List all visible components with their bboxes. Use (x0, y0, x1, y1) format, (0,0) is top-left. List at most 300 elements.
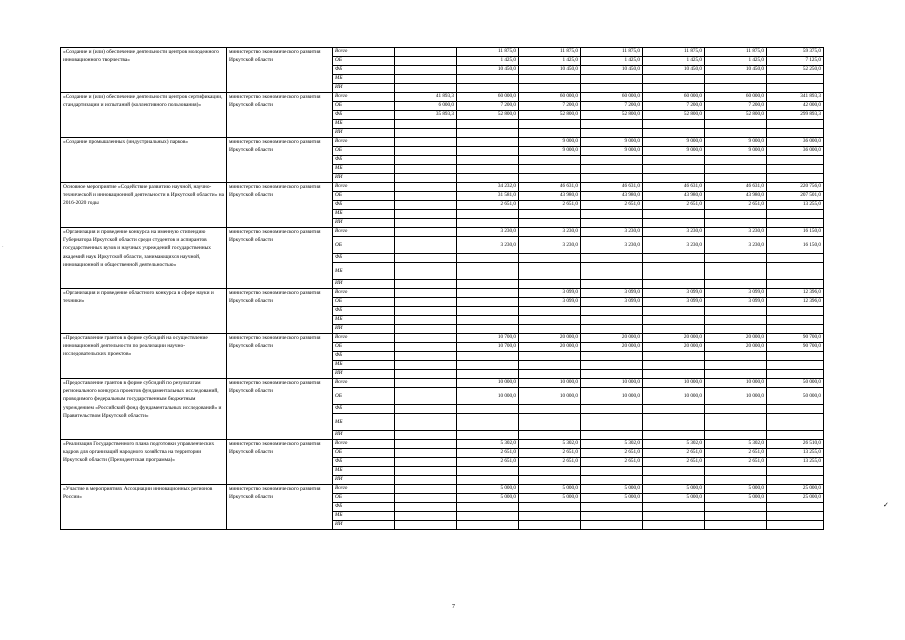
responsible-executor-cell: министерство экономического развития Иркутской области (227, 289, 333, 334)
year-amount-cell (581, 512, 643, 521)
year-amount-cell: 2 651,0 (457, 458, 519, 467)
funding-source-cell: ИИ (333, 325, 395, 334)
year-amount-cell (581, 325, 643, 334)
year-amount-cell: 10 000,0 (705, 379, 767, 388)
total-amount-cell (767, 370, 824, 379)
year-amount-cell: 35 893,3 (395, 111, 457, 120)
year-amount-cell (643, 307, 705, 316)
year-amount-cell: 2 651,0 (519, 449, 581, 458)
year-amount-cell: 5 302,0 (519, 440, 581, 449)
year-amount-cell (457, 325, 519, 334)
year-amount-cell (519, 174, 581, 183)
year-amount-cell (519, 467, 581, 476)
total-amount-cell (767, 280, 824, 289)
year-amount-cell (395, 449, 457, 458)
year-amount-cell: 10 450,0 (581, 66, 643, 75)
year-amount-cell (519, 405, 581, 414)
year-amount-cell (581, 254, 643, 263)
year-amount-cell (643, 316, 705, 325)
total-amount-cell (767, 165, 824, 174)
funding-source-cell: ИИ (333, 521, 395, 530)
year-amount-cell (581, 503, 643, 512)
year-amount-cell (519, 75, 581, 84)
year-amount-cell (457, 476, 519, 485)
funding-source-cell: ОБ (333, 449, 395, 458)
year-amount-cell: 34 232,0 (457, 183, 519, 192)
year-amount-cell: 20 000,0 (705, 334, 767, 343)
year-amount-cell (395, 174, 457, 183)
year-amount-cell (457, 503, 519, 512)
year-amount-cell (395, 120, 457, 129)
funding-source-cell: ФБ (333, 405, 395, 414)
activity-name-cell: «Участие в мероприятиях Ассоциации инновационных регионов России» (61, 485, 227, 530)
activity-name-cell: «Создание и (или) обеспечение деятельности центров сертификации, стандартизации и испытаний (коллективного пользования)» (61, 93, 227, 138)
total-amount-cell: 25 000,0 (767, 494, 824, 503)
year-amount-cell (581, 75, 643, 84)
funding-source-cell: ИИ (333, 174, 395, 183)
activity-name-cell: Основное мероприятие «Содействие развитию научной, научно-технической и инновационной деятельности в Иркутской области» на 2016-2020 годы (61, 183, 227, 228)
funding-source-cell: ОБ (333, 147, 395, 156)
funding-source-cell: ИИ (333, 431, 395, 440)
funding-source-cell: Всего (333, 379, 395, 388)
year-amount-cell (519, 414, 581, 431)
year-amount-cell: 10 000,0 (581, 388, 643, 405)
year-amount-cell (705, 476, 767, 485)
total-amount-cell: 12 396,0 (767, 298, 824, 307)
year-amount-cell (395, 467, 457, 476)
responsible-executor-cell: министерство экономического развития Иркутской области (227, 183, 333, 228)
funding-source-cell: ОБ (333, 57, 395, 66)
year-amount-cell: 52 800,0 (581, 111, 643, 120)
year-amount-cell: 9 000,0 (581, 147, 643, 156)
year-amount-cell (581, 263, 643, 280)
year-amount-cell: 20 000,0 (581, 343, 643, 352)
year-amount-cell: 20 000,0 (643, 334, 705, 343)
year-amount-cell (519, 263, 581, 280)
year-amount-cell (395, 388, 457, 405)
year-amount-cell (395, 147, 457, 156)
funding-source-cell: ОБ (333, 102, 395, 111)
year-amount-cell (643, 120, 705, 129)
year-amount-cell (581, 316, 643, 325)
funding-source-cell: ФБ (333, 156, 395, 165)
year-amount-cell (395, 280, 457, 289)
budget-table (60, 47, 824, 530)
year-amount-cell (519, 431, 581, 440)
year-amount-cell (457, 414, 519, 431)
total-amount-cell (767, 120, 824, 129)
responsible-executor-cell: министерство экономического развития Иркутской области (227, 228, 333, 289)
year-amount-cell (395, 379, 457, 388)
year-amount-cell (395, 440, 457, 449)
year-amount-cell: 5 000,0 (705, 485, 767, 494)
year-amount-cell (705, 325, 767, 334)
total-amount-cell: 36 000,0 (767, 138, 824, 147)
funding-source-cell: ОБ (333, 343, 395, 352)
year-amount-cell: 5 000,0 (519, 485, 581, 494)
year-amount-cell (457, 280, 519, 289)
year-amount-cell (395, 210, 457, 219)
funding-source-cell: МБ (333, 263, 395, 280)
year-amount-cell (705, 210, 767, 219)
year-amount-cell: 60 000,0 (643, 93, 705, 102)
year-amount-cell: 3 230,0 (581, 228, 643, 237)
year-amount-cell (643, 370, 705, 379)
year-amount-cell: 10 450,0 (705, 66, 767, 75)
year-amount-cell (395, 343, 457, 352)
year-amount-cell (457, 156, 519, 165)
year-amount-cell (395, 237, 457, 254)
year-amount-cell (519, 316, 581, 325)
responsible-executor-cell: министерство экономического развития Иркутской области (227, 485, 333, 530)
year-amount-cell: 5 302,0 (705, 440, 767, 449)
total-amount-cell: 90 700,0 (767, 334, 824, 343)
year-amount-cell (705, 174, 767, 183)
year-amount-cell (581, 219, 643, 228)
year-amount-cell (395, 361, 457, 370)
year-amount-cell: 5 000,0 (643, 494, 705, 503)
margin-dot: · (2, 245, 4, 250)
total-amount-cell (767, 503, 824, 512)
year-amount-cell: 10 000,0 (457, 379, 519, 388)
year-amount-cell: 5 302,0 (457, 440, 519, 449)
year-amount-cell: 3 099,0 (643, 298, 705, 307)
year-amount-cell: 7 200,0 (643, 102, 705, 111)
table-row (61, 440, 824, 449)
year-amount-cell: 10 450,0 (519, 66, 581, 75)
year-amount-cell: 2 651,0 (643, 201, 705, 210)
year-amount-cell (519, 352, 581, 361)
funding-source-cell: МБ (333, 467, 395, 476)
year-amount-cell (705, 254, 767, 263)
year-amount-cell (705, 120, 767, 129)
funding-source-cell: ОБ (333, 388, 395, 405)
total-amount-cell (767, 84, 824, 93)
total-amount-cell: 13 255,0 (767, 201, 824, 210)
year-amount-cell (395, 298, 457, 307)
total-amount-cell (767, 521, 824, 530)
year-amount-cell (519, 307, 581, 316)
year-amount-cell (705, 307, 767, 316)
year-amount-cell (705, 129, 767, 138)
year-amount-cell (643, 219, 705, 228)
year-amount-cell (581, 476, 643, 485)
year-amount-cell (519, 84, 581, 93)
funding-source-cell: ФБ (333, 254, 395, 263)
year-amount-cell (519, 254, 581, 263)
year-amount-cell: 46 631,0 (519, 183, 581, 192)
year-amount-cell (643, 512, 705, 521)
year-amount-cell (457, 361, 519, 370)
year-amount-cell: 60 000,0 (457, 93, 519, 102)
table-row (61, 485, 824, 494)
responsible-executor-cell: министерство экономического развития Иркутской области (227, 93, 333, 138)
year-amount-cell (519, 219, 581, 228)
year-amount-cell (519, 476, 581, 485)
funding-source-cell: ИИ (333, 280, 395, 289)
year-amount-cell (519, 512, 581, 521)
year-amount-cell: 2 651,0 (705, 449, 767, 458)
year-amount-cell: 2 651,0 (643, 458, 705, 467)
year-amount-cell: 5 000,0 (457, 494, 519, 503)
year-amount-cell (395, 84, 457, 93)
total-amount-cell (767, 263, 824, 280)
year-amount-cell (457, 298, 519, 307)
funding-source-cell: Всего (333, 48, 395, 57)
responsible-executor-cell: министерство экономического развития Иркутской области (227, 48, 333, 93)
year-amount-cell (705, 414, 767, 431)
year-amount-cell: 9 000,0 (643, 138, 705, 147)
year-amount-cell: 2 651,0 (705, 201, 767, 210)
year-amount-cell (519, 210, 581, 219)
total-amount-cell: 59 375,0 (767, 48, 824, 57)
table-row (61, 183, 824, 192)
year-amount-cell (643, 174, 705, 183)
year-amount-cell (395, 48, 457, 57)
year-amount-cell (581, 361, 643, 370)
funding-source-cell: МБ (333, 120, 395, 129)
year-amount-cell (581, 370, 643, 379)
year-amount-cell (457, 263, 519, 280)
year-amount-cell: 9 000,0 (643, 147, 705, 156)
year-amount-cell (705, 165, 767, 174)
total-amount-cell (767, 254, 824, 263)
year-amount-cell: 20 000,0 (705, 343, 767, 352)
year-amount-cell (395, 219, 457, 228)
total-amount-cell (767, 361, 824, 370)
year-amount-cell (457, 147, 519, 156)
funding-source-cell: Всего (333, 289, 395, 298)
year-amount-cell (705, 280, 767, 289)
total-amount-cell: 299 893,3 (767, 111, 824, 120)
year-amount-cell (395, 228, 457, 237)
funding-source-cell: МБ (333, 316, 395, 325)
year-amount-cell: 5 302,0 (643, 440, 705, 449)
year-amount-cell: 10 000,0 (519, 379, 581, 388)
year-amount-cell: 10 000,0 (705, 388, 767, 405)
year-amount-cell (705, 370, 767, 379)
year-amount-cell: 3 230,0 (705, 228, 767, 237)
year-amount-cell: 52 800,0 (643, 111, 705, 120)
total-amount-cell (767, 405, 824, 414)
year-amount-cell (643, 156, 705, 165)
year-amount-cell: 9 000,0 (705, 138, 767, 147)
funding-source-cell: Всего (333, 183, 395, 192)
year-amount-cell: 11 875,0 (519, 48, 581, 57)
table-row (61, 289, 824, 298)
funding-source-cell: МБ (333, 210, 395, 219)
total-amount-cell (767, 129, 824, 138)
funding-source-cell: ФБ (333, 307, 395, 316)
year-amount-cell (581, 156, 643, 165)
table-row (61, 48, 824, 57)
year-amount-cell: 46 631,0 (705, 183, 767, 192)
year-amount-cell (705, 352, 767, 361)
funding-source-cell: ОБ (333, 298, 395, 307)
year-amount-cell (705, 156, 767, 165)
year-amount-cell: 52 800,0 (705, 111, 767, 120)
responsible-executor-cell: министерство экономического развития Иркутской области (227, 379, 333, 440)
funding-source-cell: Всего (333, 440, 395, 449)
year-amount-cell (519, 503, 581, 512)
year-amount-cell (581, 521, 643, 530)
year-amount-cell (705, 521, 767, 530)
year-amount-cell (457, 254, 519, 263)
total-amount-cell: 16 150,0 (767, 228, 824, 237)
year-amount-cell: 2 651,0 (519, 458, 581, 467)
total-amount-cell: 207 501,0 (767, 192, 824, 201)
year-amount-cell: 5 000,0 (705, 494, 767, 503)
total-amount-cell (767, 174, 824, 183)
year-amount-cell (705, 219, 767, 228)
year-amount-cell: 7 200,0 (457, 102, 519, 111)
funding-source-cell: Всего (333, 485, 395, 494)
year-amount-cell (581, 84, 643, 93)
year-amount-cell (457, 129, 519, 138)
total-amount-cell: 52 250,0 (767, 66, 824, 75)
year-amount-cell (395, 476, 457, 485)
year-amount-cell (395, 129, 457, 138)
year-amount-cell (395, 431, 457, 440)
table-row (61, 138, 824, 147)
year-amount-cell (457, 174, 519, 183)
year-amount-cell: 9 000,0 (581, 138, 643, 147)
year-amount-cell (457, 316, 519, 325)
year-amount-cell: 3 099,0 (581, 298, 643, 307)
year-amount-cell (581, 467, 643, 476)
year-amount-cell (395, 75, 457, 84)
year-amount-cell (519, 280, 581, 289)
year-amount-cell: 3 230,0 (705, 237, 767, 254)
year-amount-cell (395, 521, 457, 530)
year-amount-cell (395, 325, 457, 334)
year-amount-cell: 10 000,0 (457, 388, 519, 405)
total-amount-cell: 13 255,0 (767, 458, 824, 467)
funding-source-cell: ИИ (333, 370, 395, 379)
year-amount-cell (581, 174, 643, 183)
funding-source-cell: Всего (333, 334, 395, 343)
year-amount-cell (395, 201, 457, 210)
year-amount-cell: 5 000,0 (519, 494, 581, 503)
funding-source-cell: ФБ (333, 201, 395, 210)
year-amount-cell: 10 000,0 (581, 379, 643, 388)
year-amount-cell (519, 521, 581, 530)
year-amount-cell (643, 325, 705, 334)
year-amount-cell (643, 414, 705, 431)
year-amount-cell (643, 405, 705, 414)
funding-source-cell: ИИ (333, 219, 395, 228)
table-row (61, 93, 824, 102)
year-amount-cell (395, 156, 457, 165)
year-amount-cell (457, 210, 519, 219)
funding-source-cell: ОБ (333, 192, 395, 201)
year-amount-cell: 11 875,0 (581, 48, 643, 57)
funding-source-cell: ФБ (333, 352, 395, 361)
total-amount-cell (767, 352, 824, 361)
year-amount-cell: 7 200,0 (581, 102, 643, 111)
funding-source-cell: МБ (333, 75, 395, 84)
year-amount-cell: 11 875,0 (705, 48, 767, 57)
year-amount-cell (395, 494, 457, 503)
year-amount-cell (395, 503, 457, 512)
total-amount-cell (767, 325, 824, 334)
activity-name-cell: «Создание промышленных (индустриальных) парков» (61, 138, 227, 183)
year-amount-cell: 1 425,0 (705, 57, 767, 66)
year-amount-cell: 5 000,0 (581, 485, 643, 494)
year-amount-cell (581, 352, 643, 361)
year-amount-cell (705, 405, 767, 414)
year-amount-cell (643, 210, 705, 219)
year-amount-cell (643, 431, 705, 440)
year-amount-cell (395, 66, 457, 75)
year-amount-cell (705, 84, 767, 93)
year-amount-cell (395, 289, 457, 298)
table-row (61, 228, 824, 237)
year-amount-cell (643, 467, 705, 476)
year-amount-cell (643, 129, 705, 138)
year-amount-cell: 7 200,0 (519, 102, 581, 111)
year-amount-cell: 7 200,0 (705, 102, 767, 111)
year-amount-cell: 3 099,0 (519, 298, 581, 307)
year-amount-cell (643, 476, 705, 485)
margin-checkmark: ✓ (883, 501, 889, 509)
funding-source-cell: Всего (333, 138, 395, 147)
year-amount-cell (457, 84, 519, 93)
year-amount-cell (457, 431, 519, 440)
year-amount-cell (395, 138, 457, 147)
year-amount-cell: 20 000,0 (519, 343, 581, 352)
funding-source-cell: МБ (333, 165, 395, 174)
year-amount-cell: 10 000,0 (643, 379, 705, 388)
year-amount-cell: 5 000,0 (643, 485, 705, 494)
year-amount-cell: 3 099,0 (705, 289, 767, 298)
year-amount-cell (395, 254, 457, 263)
year-amount-cell: 2 651,0 (581, 449, 643, 458)
year-amount-cell: 5 302,0 (581, 440, 643, 449)
year-amount-cell (395, 512, 457, 521)
funding-source-cell: ИИ (333, 129, 395, 138)
total-amount-cell: 90 700,0 (767, 343, 824, 352)
total-amount-cell: 12 396,0 (767, 289, 824, 298)
year-amount-cell: 2 651,0 (581, 458, 643, 467)
year-amount-cell: 2 651,0 (457, 449, 519, 458)
year-amount-cell: 52 800,0 (457, 111, 519, 120)
year-amount-cell (705, 503, 767, 512)
funding-source-cell: МБ (333, 414, 395, 431)
year-amount-cell: 10 000,0 (643, 388, 705, 405)
year-amount-cell (457, 219, 519, 228)
year-amount-cell (457, 405, 519, 414)
funding-source-cell: ИИ (333, 84, 395, 93)
year-amount-cell: 3 099,0 (519, 289, 581, 298)
year-amount-cell (519, 370, 581, 379)
year-amount-cell (581, 414, 643, 431)
year-amount-cell (581, 431, 643, 440)
year-amount-cell (519, 361, 581, 370)
year-amount-cell: 60 000,0 (581, 93, 643, 102)
year-amount-cell (519, 165, 581, 174)
total-amount-cell: 16 150,0 (767, 237, 824, 254)
year-amount-cell: 20 000,0 (519, 334, 581, 343)
year-amount-cell (457, 165, 519, 174)
year-amount-cell (705, 75, 767, 84)
year-amount-cell (705, 263, 767, 280)
total-amount-cell: 7 125,0 (767, 57, 824, 66)
responsible-executor-cell: министерство экономического развития Иркутской области (227, 138, 333, 183)
funding-source-cell: ФБ (333, 458, 395, 467)
funding-source-cell: ФБ (333, 503, 395, 512)
year-amount-cell: 60 000,0 (519, 93, 581, 102)
